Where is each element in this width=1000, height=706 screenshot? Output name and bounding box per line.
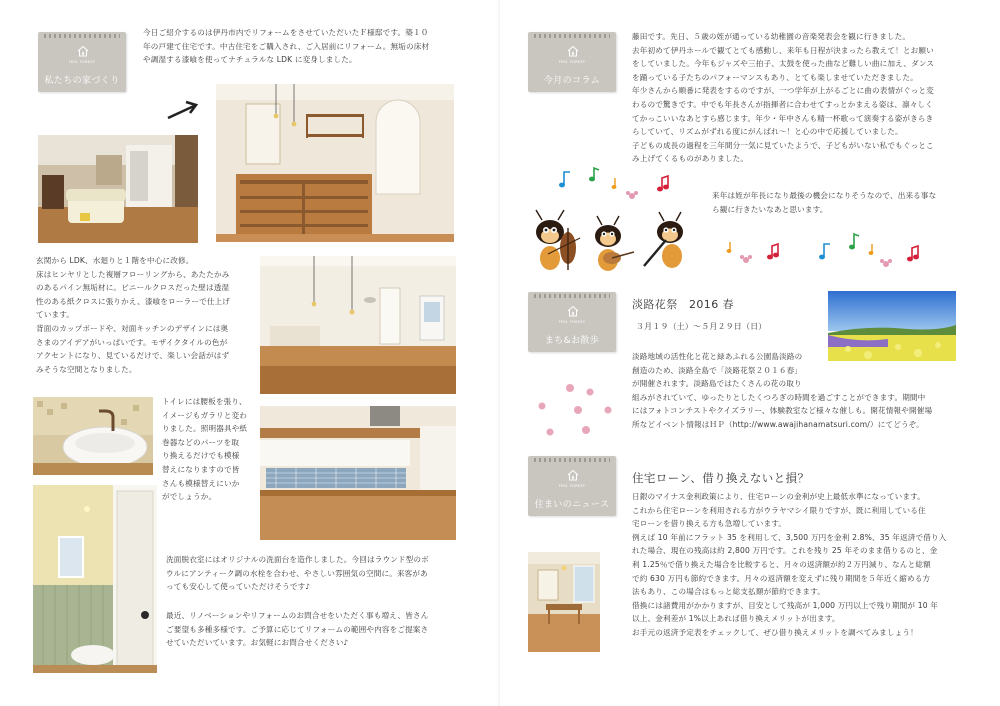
flower-petals-decoration [530, 380, 622, 442]
house-logo-icon [567, 469, 579, 481]
intro-text: 今日ご紹介するのは伊丹市内でリフォームをさせていただいたＦ様邸です。築１０ 年の戸建て住宅です。中古住宅をご購入され、ご入居前にリフォーム。無垢の床材 や調湿する漆喰を使ってナチュラルな LDK に変身しました。 [143, 28, 430, 65]
column-body-text: 藤田です。先日、５歳の姪が通っている幼稚園の音楽発表会を観に行きました。 去年初めて伊丹ホールで観てとても感動し、来年も日程が決まったら教えて！とお願い をしていました。今年もジャズや三拍子、太鼓を使った曲など難しい曲に加え、ダンス を踊っている子たちのパフォーマンスもあり、とても楽しませていただきました。 年少さんから順番に発表をするのですが、一つ学年が上がるごとに曲の表情がぐっと変 わるので驚きです。中でも年長さんが指揮者に合わせてすっとかまえる姿は、凛々しく てかっこいいなあとすら感じます。年少・年中さんも精一杯歌って演奏する姿がきらき らしていて、リズムがずれる度にがんばれ～！と心の中で応援していました。 子どもの成長の過程を三年間分一気に見ていたようで、子どもがいない私でもぐっとこ み上げてくるものがありました。 [632, 32, 935, 164]
photo-living-room [38, 135, 198, 243]
house-logo-icon [567, 45, 579, 57]
section-tag-housing-news [528, 456, 616, 516]
music-note-icon [727, 234, 919, 261]
photo-dining-room [528, 552, 600, 652]
housing-loan-heading: 住宅ローン、借り換えないと損？ [632, 471, 810, 485]
flower-icon [626, 191, 638, 199]
flower-festival-heading: 淡路花祭 2016 春 [632, 298, 734, 311]
flower-icon [740, 255, 892, 267]
closing-text: 最近、リノベーションやリフォームのお問合せをいただく事も増え、皆さん ご要望も多種多様です。ご予算に応じてリフォームの範囲や内容をご提案さ せていただいています。お気軽にお問合せください♪ [166, 611, 429, 648]
brand-label: FEEL FOREST [558, 320, 586, 324]
brand-label: FEEL FOREST [68, 60, 96, 64]
flower-icon [539, 384, 612, 436]
section-title: 今月のコラム [543, 76, 601, 86]
section-tag-column [528, 32, 616, 92]
music-note-icon [559, 168, 669, 191]
section-title: 私たちの家づくり [44, 76, 120, 86]
brand-label: FEEL FOREST [558, 60, 586, 64]
washroom-text: 洗面脱衣室にはオリジナルの洗面台を造作しました。今回はラウンド型のボ ウルにアンティーク調の水栓を合わせ、やさしい雰囲気の空間に。来客があ っても安心して使っていただけそうです♪ [166, 555, 429, 592]
flower-festival-dates: ３月１９（土）～５月２９日（日） [636, 322, 767, 331]
photo-mosaic-counter [260, 406, 456, 540]
photo-kitchen-counter [260, 256, 456, 394]
flower-festival-body: 淡路地域の活性化と花と緑あふれる公園島淡路の 創造のため、淡路全島で「淡路花祭２０１６春」 が開催されます。淡路島ではたくさんの花の取り 組みがされていて、ゆったりとしたくつろぎの時間を過ごすことができます。期間中 にはフォトコンテストやクイズラリー、体験教室など様々な催しも。開花情報や開催場 所などイベント情報はＨＰ（http://www.awajihanamatsuri.com/）にてどうぞ。 [632, 352, 933, 429]
music-bugs-illustration [522, 166, 702, 278]
right-page [500, 0, 1000, 706]
music-notes-decoration [718, 228, 930, 272]
brand-label: FEEL FOREST [558, 484, 586, 488]
photo-toilet-room [33, 485, 157, 673]
section-tag-our-homes [38, 32, 126, 92]
ldk-renovation-text: 玄関から LDK、水廻りと１階を中心に改修。 床はヒンヤリとした複層フローリングから、あたたかみ のあるパイン無垢材に。ビニールクロスだった壁は透湿 性のある紙クロスに張りかえ、漆喰をローラーで仕上げ ています。 背面のカップボードや、対面キッチンのデザインには奥 さまのアイデアがいっぱいです。モザイクタイルの色が アクセントになり、見ているだけで、楽しい会話がはず みそうな空間となりました。 [36, 256, 231, 374]
arrow-icon [166, 100, 200, 122]
photo-kitchen-ldk [216, 84, 454, 242]
photo-washbasin [33, 397, 153, 475]
column-body-text-2: 来年は姪が年長になり最後の機会になりそうなので、出来る事な ら観に行きたいなあと思います。 [712, 191, 937, 214]
section-tag-town-walk [528, 292, 616, 352]
house-logo-icon [77, 45, 89, 57]
toilet-text: トイレには腰板を張り、 イメージもガラリと変わ りました。照明器具や紙 巻器などのパーツを取 り換えるだけでも模様 替えになりますので皆 さんも模様替えにいか がでしょうか。 [162, 397, 248, 502]
section-title: まち&お散歩 [544, 336, 600, 346]
house-logo-icon [567, 305, 579, 317]
section-title: 住まいのニュース [534, 500, 610, 510]
housing-loan-body: 日銀のマイナス金利政策により、住宅ローンの金利が史上最低水準になっています。 これから住宅ローンを利用される方がウラヤマシイ限りですが、既に利用している住 宅ローンを借り換える方も急増しています。 例えば 10 年前にフラット 35 を利用して、3,500 万円を金利 2.8%、35 年返済で借り入 れた場合、現在の残高は約 2,800 万円です。これを残り 25 年そのまま借りるのと、金 利 1.25％で借り換えた場合を比較すると、月々の返済額が約２万円減り、なんと総額 で約 630 万円も節約できます。月々の返済額を変えずに残り期間を５年近く縮める方 法もあり、この場合はもっと総支払額が節約できます。 借換には諸費用がかかりますが、目安として残高が 1,000 万円以上で残り期間が 10 年 以上、金利差が 1%以上あれば借り換えメリットが出ます。 お手元の返済予定表をチェックして、ぜひ借り換えメリットを調べてみましょう！ [632, 492, 947, 637]
